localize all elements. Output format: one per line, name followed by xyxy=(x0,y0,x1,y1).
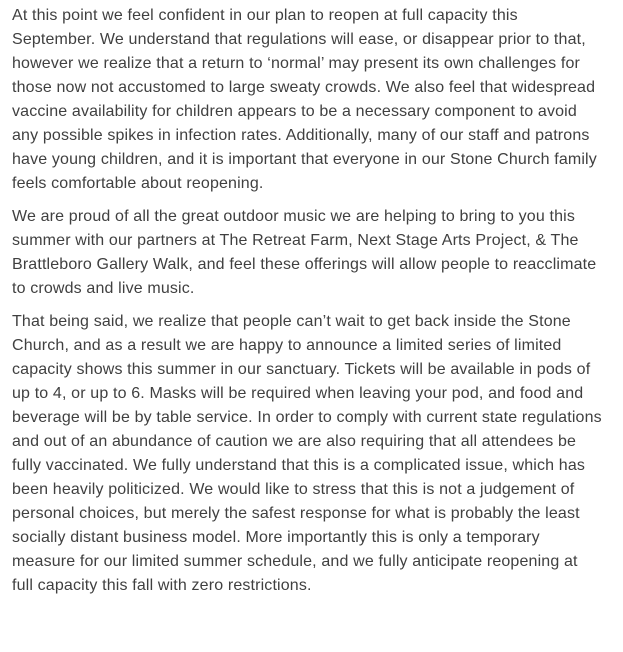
paragraph-outdoor-music: We are proud of all the great outdoor music we are helping to bring to you this summer with our partners at The Retreat Farm, Next Stage Arts Project, & The Brattleboro Gallery Walk, and feel these offerings will allow people to reacclimate to crowds and live music. xyxy=(12,208,597,297)
paragraph-reopening-plan: At this point we feel confident in our plan to reopen at full capacity this September. We understand that regulations will ease, or disappear prior to that, however we realize that a return to ‘normal’ may present its own challenges for those now not accustomed to large sweaty crowds. We also feel that widespread vaccine availability for children appears to be a necessary component to avoid any possible spikes in infection rates. Additionally, many of our staff and patrons have young children, and it is important that everyone in our Stone Church family feels comfortable about reopening. xyxy=(12,7,597,192)
paragraph-limited-shows: That being said, we realize that people can’t wait to get back inside the Stone Church, and as a result we are happy to announce a limited series of limited capacity shows this summer in our sanctuary. Tickets will be available in pods of up to 4, or up to 6. Masks will be required when leaving your pod, and food and beverage will be by table service. In order to comply with current state regulations and out of an abundance of caution we are also requiring that all attendees be fully vaccinated. We fully understand that this is a complicated issue, which has been heavily politicized. We would like to stress that this is not a judgement of personal choices, but merely the safest response for what is probably the least socially distant business model. More importantly this is only a temporary measure for our limited summer schedule, and we fully anticipate reopening at full capacity this fall with zero restrictions. xyxy=(12,313,602,594)
article-body xyxy=(12,4,602,598)
